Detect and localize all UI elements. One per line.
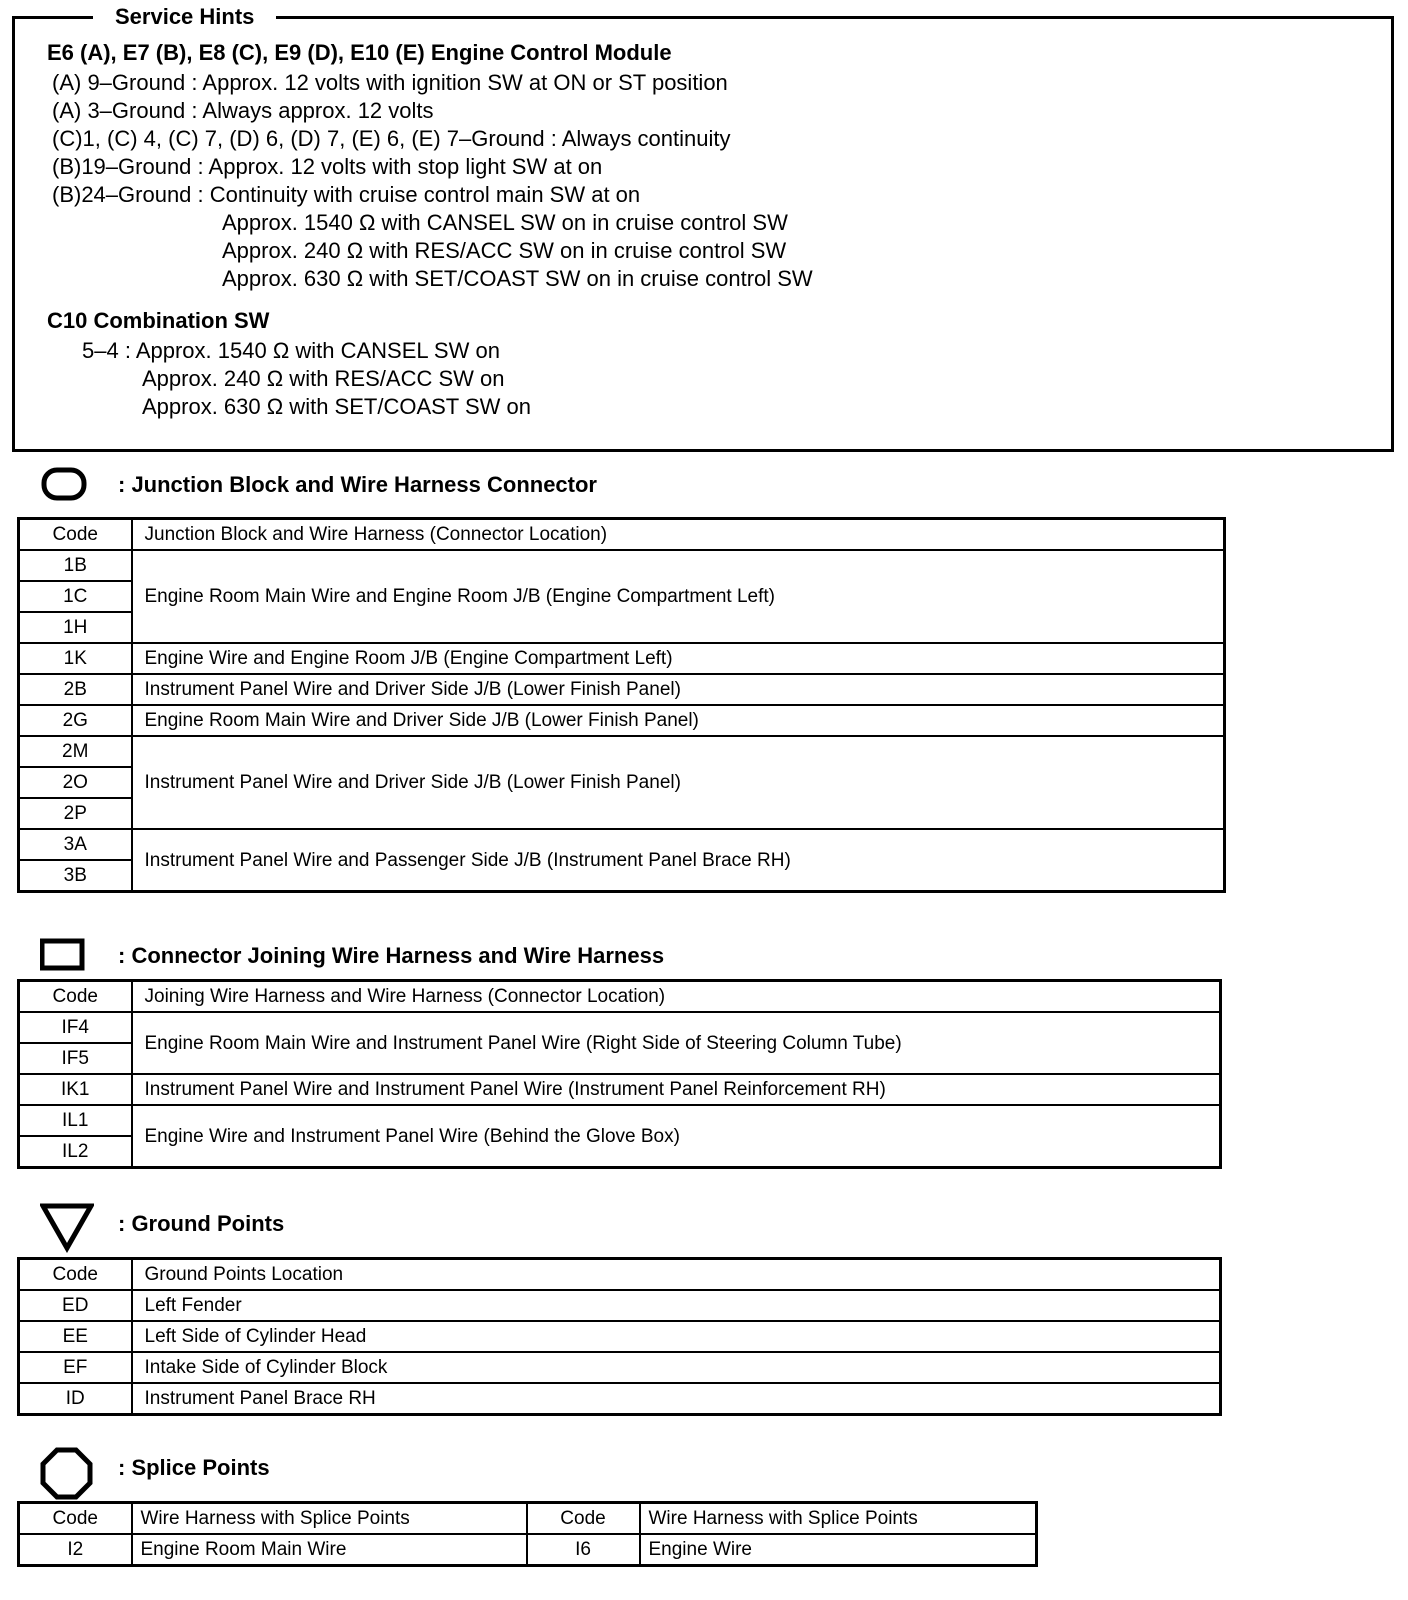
ecm-hint-line: (C)1, (C) 4, (C) 7, (D) 6, (D) 7, (E) 6, (E) 7–Ground : Always continuity [52,126,731,151]
table-row [19,550,1225,581]
ecm-hint-line: Approx. 1540 Ω with CANSEL SW on in cruise control SW [222,210,788,235]
junction-section-title: : Junction Block and Wire Harness Connector [118,472,597,497]
code-cell: IL2 [19,1136,132,1168]
code-header: Code [19,519,132,551]
code-cell: EF [19,1352,132,1383]
down-triangle-icon [40,1203,94,1253]
ground-table [17,1257,1222,1416]
table-row [19,1534,1037,1566]
code-header: Code [527,1503,640,1535]
code-cell: IK1 [19,1074,132,1105]
junction-table [17,517,1226,893]
ecm-hint-line: (B)24–Ground : Continuity with cruise control main SW at on [52,182,641,207]
desc-cell: Instrument Panel Wire and Passenger Side J/B (Instrument Panel Brace RH) [132,829,1225,892]
table-row [19,674,1225,705]
table-row [19,1074,1221,1105]
table-row [19,1352,1221,1383]
code-cell: 1C [19,581,132,612]
desc-cell: Engine Room Main Wire and Engine Room J/B (Engine Compartment Left) [132,550,1225,643]
joining-table [17,979,1222,1169]
code-header: Code [19,981,132,1013]
octagon-icon [40,1447,94,1501]
desc-cell: Engine Wire [640,1534,1037,1566]
desc-cell: Instrument Panel Brace RH [132,1383,1221,1415]
ecm-hint-line: Approx. 630 Ω with SET/COAST SW on in cruise control SW [222,266,813,291]
ecm-hint-line: (A) 9–Ground : Approx. 12 volts with ignition SW at ON or ST position [52,70,728,95]
ecm-hint-line: Approx. 240 Ω with RES/ACC SW on in cruise control SW [222,238,787,263]
desc-cell: Engine Room Main Wire [132,1534,527,1566]
code-cell: 2O [19,767,132,798]
combination-sw-heading: C10 Combination SW [47,308,270,333]
desc-cell: Engine Wire and Engine Room J/B (Engine Compartment Left) [132,643,1225,674]
rounded-rectangle-icon [40,464,90,504]
desc-header: Wire Harness with Splice Points [640,1503,1037,1535]
ecm-hint-line: (B)19–Ground : Approx. 12 volts with stop light SW at on [52,154,603,179]
table-row [19,1105,1221,1136]
desc-cell: Instrument Panel Wire and Driver Side J/B (Lower Finish Panel) [132,674,1225,705]
code-cell: 2G [19,705,132,736]
code-cell: 1H [19,612,132,643]
code-cell: 2B [19,674,132,705]
table-row [19,829,1225,860]
desc-cell: Engine Room Main Wire and Driver Side J/B (Lower Finish Panel) [132,705,1225,736]
code-cell: ID [19,1383,132,1415]
desc-cell: Intake Side of Cylinder Block [132,1352,1221,1383]
service-hints-title: Service Hints [93,2,276,32]
table-row [19,736,1225,767]
desc-header: Wire Harness with Splice Points [132,1503,527,1535]
code-cell: 2P [19,798,132,829]
code-cell: IL1 [19,1105,132,1136]
table-row [19,1383,1221,1415]
table-row [19,1012,1221,1043]
code-cell: I2 [19,1534,132,1566]
desc-cell: Left Side of Cylinder Head [132,1321,1221,1352]
table-header-row [19,1259,1221,1291]
code-cell: 2M [19,736,132,767]
desc-cell: Engine Wire and Instrument Panel Wire (Behind the Glove Box) [132,1105,1221,1168]
code-cell: 3B [19,860,132,892]
table-header-row [19,1503,1037,1535]
table-header-row [19,981,1221,1013]
table-row [19,643,1225,674]
code-header: Code [19,1259,132,1291]
desc-header: Ground Points Location [132,1259,1221,1291]
code-cell: EE [19,1321,132,1352]
ground-section-title: : Ground Points [118,1211,285,1236]
desc-cell: Engine Room Main Wire and Instrument Panel Wire (Right Side of Steering Column Tube) [132,1012,1221,1074]
splice-table [17,1501,1038,1567]
code-header: Code [19,1503,132,1535]
code-cell: 3A [19,829,132,860]
splice-section-title: : Splice Points [118,1455,270,1480]
square-icon [40,935,90,975]
code-cell: IF4 [19,1012,132,1043]
table-header-row [19,519,1225,551]
desc-cell: Instrument Panel Wire and Instrument Panel Wire (Instrument Panel Reinforcement RH) [132,1074,1221,1105]
desc-cell: Instrument Panel Wire and Driver Side J/B (Lower Finish Panel) [132,736,1225,829]
desc-cell: Left Fender [132,1290,1221,1321]
ecm-hint-line: (A) 3–Ground : Always approx. 12 volts [52,98,434,123]
code-cell: ED [19,1290,132,1321]
service-hints-box [12,4,1394,452]
desc-header: Junction Block and Wire Harness (Connector Location) [132,519,1225,551]
table-row [19,1290,1221,1321]
code-cell: I6 [527,1534,640,1566]
combination-sw-line: 5–4 : Approx. 1540 Ω with CANSEL SW on [82,338,500,363]
code-cell: 1B [19,550,132,581]
desc-header: Joining Wire Harness and Wire Harness (Connector Location) [132,981,1221,1013]
combination-sw-line: Approx. 240 Ω with RES/ACC SW on [142,366,505,391]
code-cell: 1K [19,643,132,674]
combination-sw-line: Approx. 630 Ω with SET/COAST SW on [142,394,531,419]
ecm-heading: E6 (A), E7 (B), E8 (C), E9 (D), E10 (E) Engine Control Module [47,40,672,65]
joining-section-title: : Connector Joining Wire Harness and Wire Harness [118,943,665,968]
table-row [19,705,1225,736]
table-row [19,1321,1221,1352]
code-cell: IF5 [19,1043,132,1074]
